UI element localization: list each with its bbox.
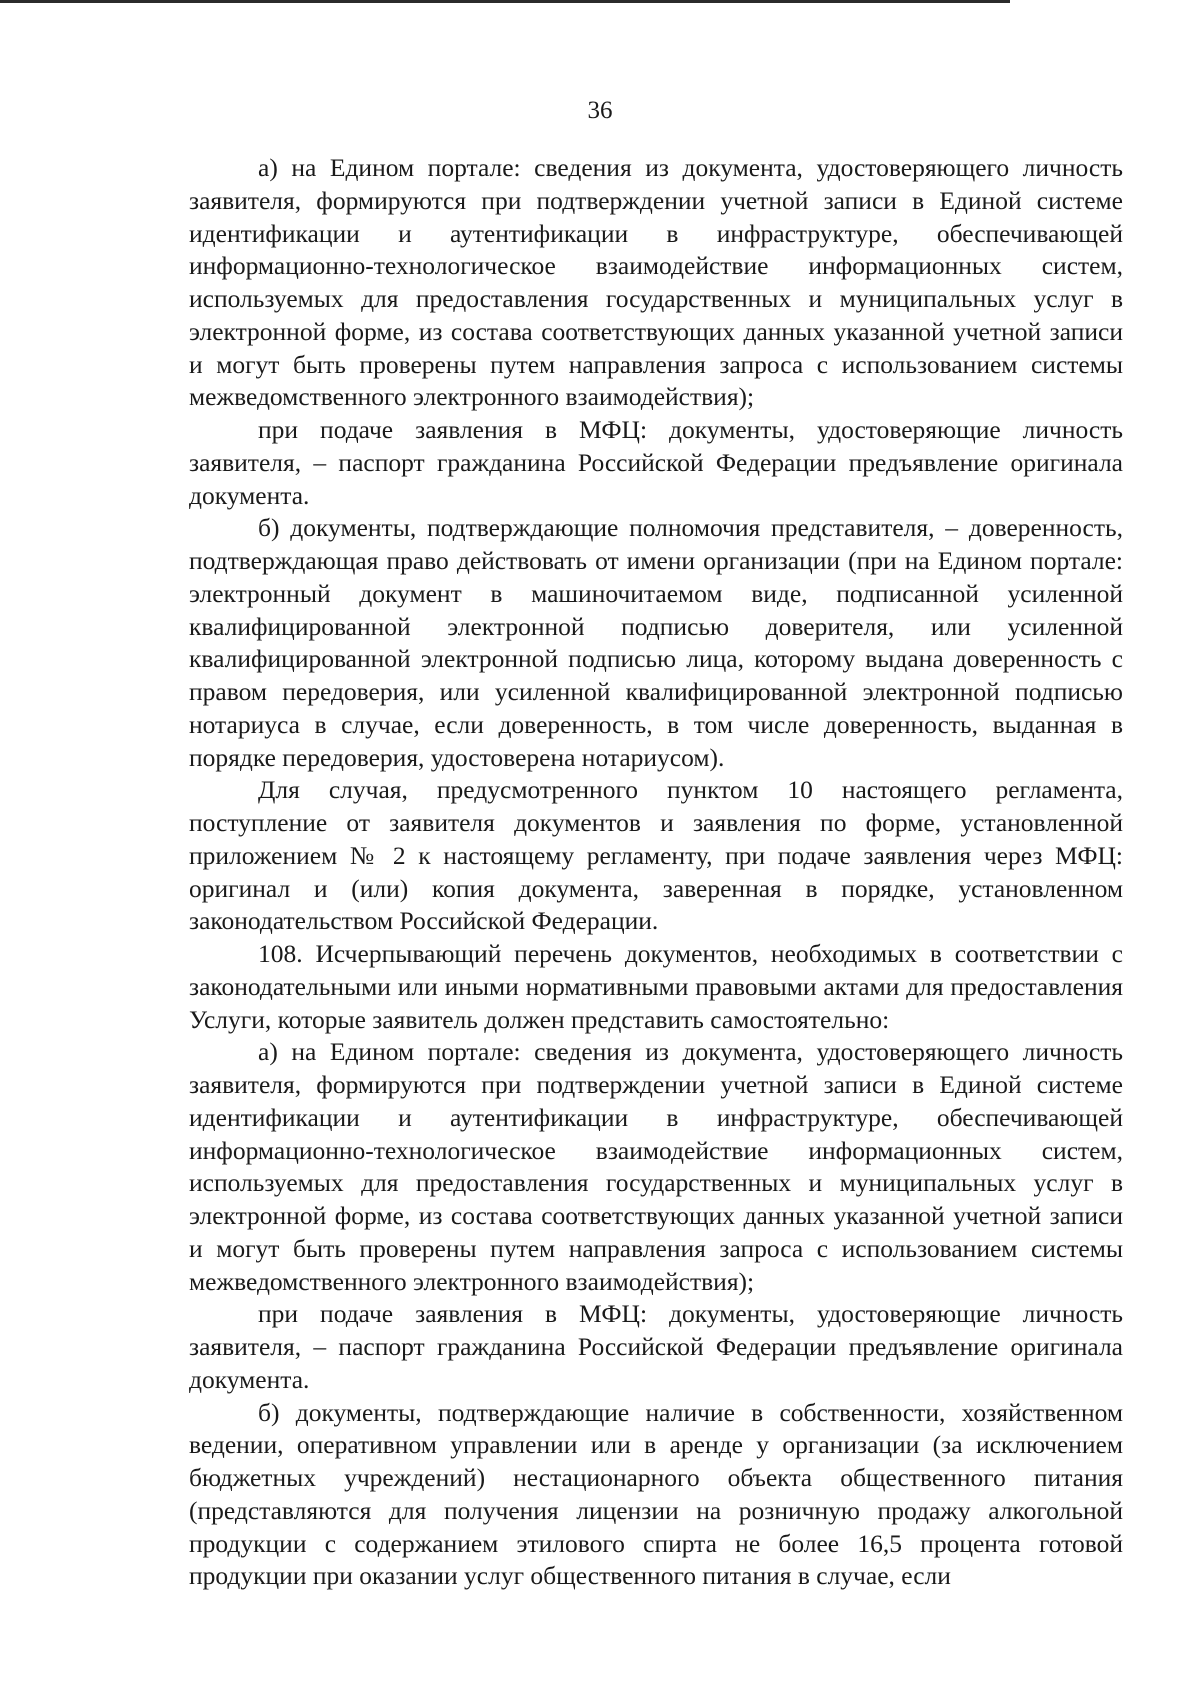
paragraph-b-representative-authority: б) документы, подтверждающие полномочия представителя, – доверенность, подтверждающая право действовать от имени организации (при на Едином портале: электронный документ в машиночитаемом виде, подписанной усиленной квалифицированной электронной подписью доверителя, или усиленной квалифицированной электронной подписью лица, которому выдана доверенность с правом передоверия, или усиленной квалифицированной электронной подписью нотариуса в случае, если доверенность, в том числе доверенность, выданная в порядке передоверия, удостоверена нотариусом). (189, 513, 1123, 772)
paragraph-case-point-10: Для случая, предусмотренного пунктом 10 настоящего регламента, поступление от заявителя документов и заявления по форме, установленной приложением № 2 к настоящему регламенту, при подаче заявления через МФЦ: оригинал и (или) копия документа, заверенная в порядке, установленном законодательством Российской Федерации. (189, 775, 1123, 936)
paragraph-a-portal-identity-repeat: а) на Едином портале: сведения из документа, удостоверяющего личность заявителя, формируются при подтверждении учетной записи в Единой системе идентификации и аутентификации в инфраструктуре, обеспечивающей информационно-технологическое взаимодействие информационных систем, используемых для предоставления государственных и муниципальных услуг в электронной форме, из состава соответствующих данных указанной учетной записи и могут быть проверены путем направления запроса с использованием системы межведомственного электронного взаимодействия); (189, 1037, 1123, 1296)
paragraph-a-portal-identity: а) на Едином портале: сведения из документа, удостоверяющего личность заявителя, формируются при подтверждении учетной записи в Единой системе идентификации и аутентификации в инфраструктуре, обеспечивающей информационно-технологическое взаимодействие информационных систем, используемых для предоставления государственных и муниципальных услуг в электронной форме, из состава соответствующих данных указанной учетной записи и могут быть проверены путем направления запроса с использованием системы межведомственного электронного взаимодействия); (189, 153, 1123, 412)
document-body (189, 152, 1123, 1593)
paragraph-108-document-list: 108. Исчерпывающий перечень документов, необходимых в соответствии с законодательными или иными нормативными правовыми актами для предоставления Услуги, которые заявитель должен представить самостоятельно: (189, 939, 1123, 1034)
page-number: 36 (587, 97, 613, 124)
paragraph-mfc-identity-repeat: при подаче заявления в МФЦ: документы, удостоверяющие личность заявителя, – паспорт гражданина Российской Федерации предъявление оригинала документа. (189, 1299, 1123, 1394)
paragraph-mfc-identity: при подаче заявления в МФЦ: документы, удостоверяющие личность заявителя, – паспорт гражданина Российской Федерации предъявление оригинала документа. (189, 415, 1123, 510)
top-border-rule (0, 0, 1010, 3)
paragraph-b-ownership-documents: б) документы, подтверждающие наличие в собственности, хозяйственном ведении, оперативном управлении или в аренде у организации (за исключением бюджетных учреждений) нестационарного объекта общественного питания (представляются для получения лицензии на розничную продажу алкогольной продукции с содержанием этилового спирта не более 16,5 процента готовой продукции при оказании услуг общественного питания в случае, если (189, 1397, 1123, 1591)
